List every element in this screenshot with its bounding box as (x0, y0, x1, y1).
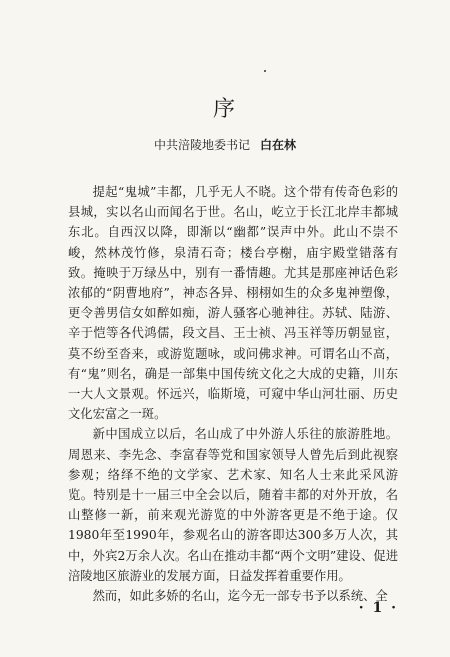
author-byline (0, 136, 450, 153)
page-number: · 1 · (358, 600, 398, 616)
author-organization: 中共涪陵地委书记 (153, 138, 250, 152)
author-name: 白在林 (260, 138, 297, 152)
paragraph: 新中国成立以后，名山成了中外游人乐往的旅游胜地。周恩来、李先念、李富春等党和国家领导人曾先后到此视察参观；络绎不绝的文学家、艺术家、知名人士来此采风游览。特别是十一届三中全会以后，随着丰都的对外开放，名山整修一新，前来观光游览的中外游客更是不绝于途。仅1980年至1990年，参观名山的游客即达300多万人次，其中，外宾2万余人次。名山在推动丰都“两个文明”建设、促进涪陵地区旅游业的发展方面，日益发挥着重要作用。 (68, 427, 398, 583)
print-speck (264, 70, 266, 72)
paragraph: 提起“鬼城”丰都，几乎无人不晓。这个带有传奇色彩的县城，实以名山而闻名于世。名山，屹立于长江北岸丰都城东北。自西汉以降，即渐以“幽都”误声中外。此山不崇不峻，然林茂竹修，泉清石奇；楼台亭榭，庙宇殿堂错落有致。掩映于万绿丛中，别有一番情趣。尤其是那座神话色彩浓郁的“阴曹地府”，神态各异、栩栩如生的众多鬼神塑像，更令善男信女如醉如痴，游人骚客心驰神往。苏轼、陆游、辛于恺等各代鸿儒，段文昌、王士祯、冯玉祥等历朝显宦，莫不纷至沓来，或游览题咏，或问佛求神。可谓名山不高，有“鬼”则名，确是一部集中国传统文化之大成的史籍，川东一大人文景观。怀远兴，临斯境，可窥中华山河壮丽、历史文化宏富之一斑。 (68, 185, 398, 422)
page-title: 序 (212, 97, 237, 122)
paragraph: 然而，如此多娇的名山，迄今无一部专书予以系统、全 (92, 589, 388, 604)
body-text (68, 182, 398, 606)
